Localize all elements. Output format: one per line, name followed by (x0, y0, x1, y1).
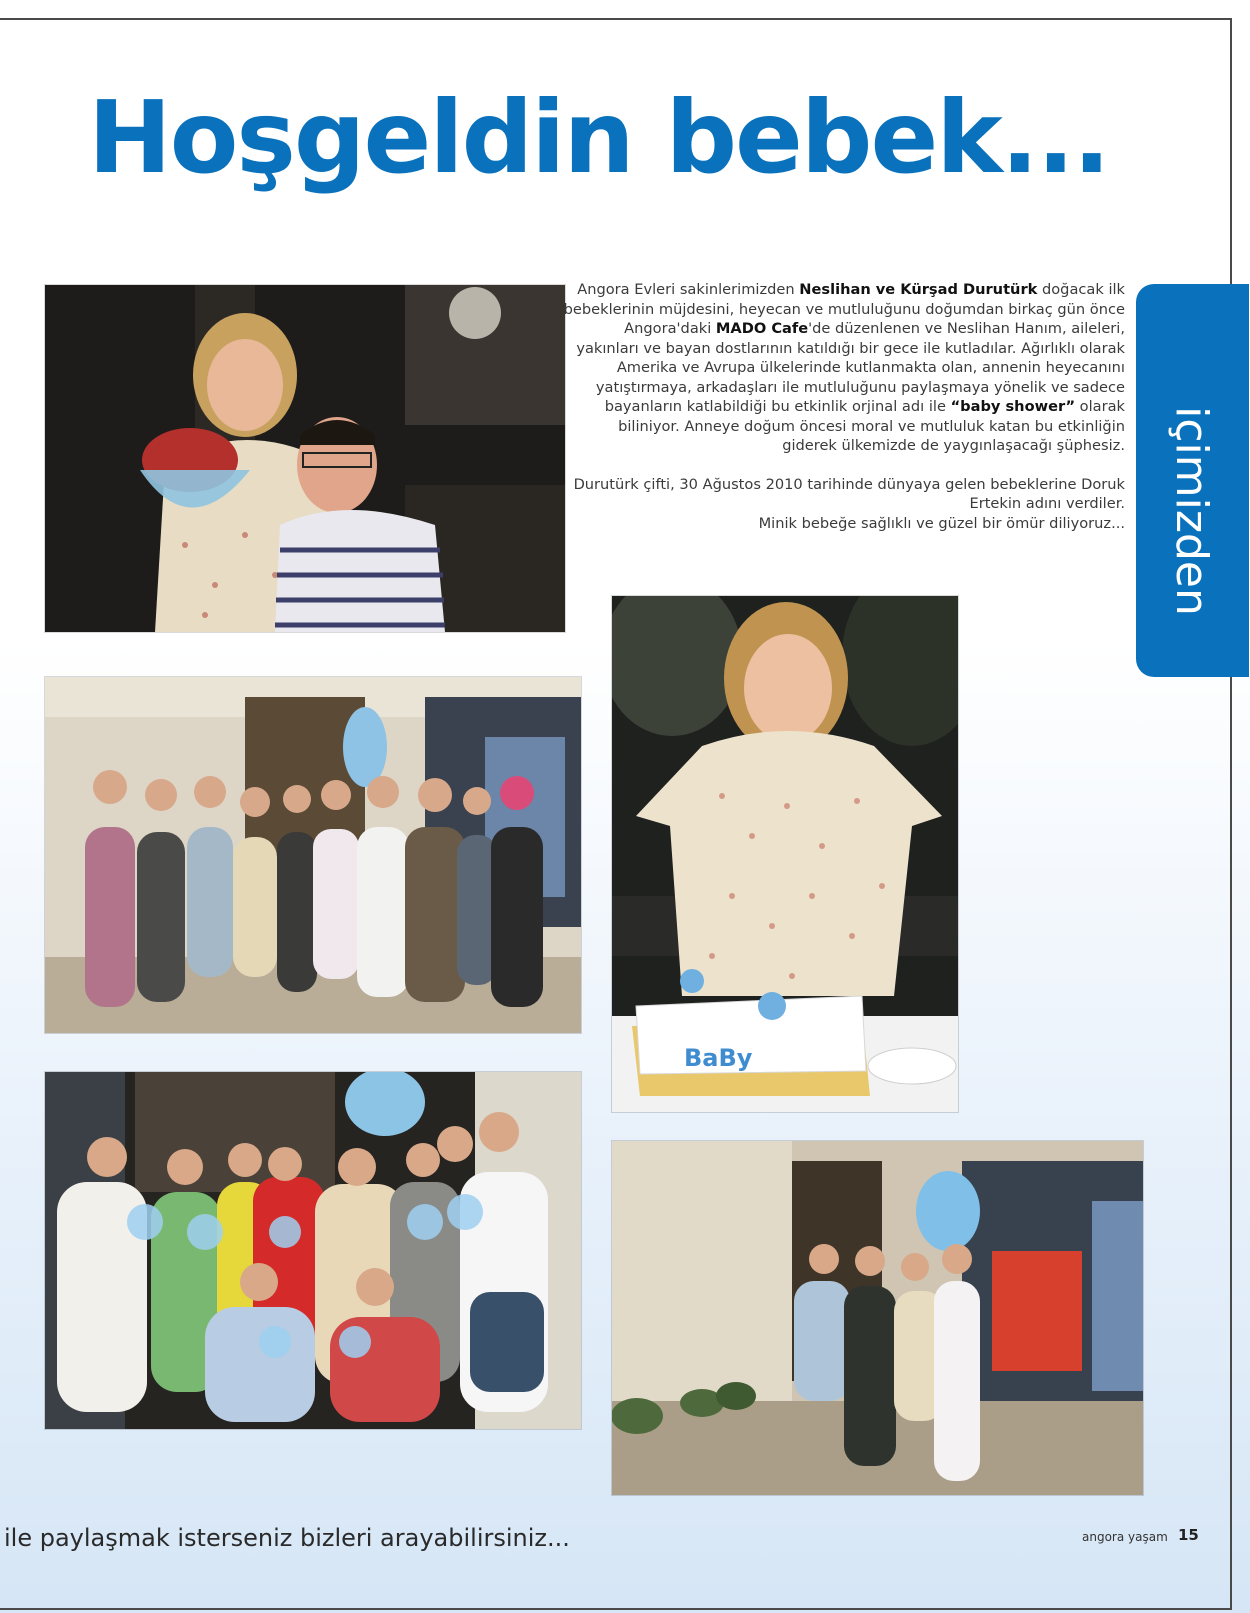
mother-cake-photo (612, 596, 958, 1112)
venue-bold: MADO Cafe (715, 320, 809, 337)
magazine-name: angora yaşam (1082, 1530, 1168, 1544)
article-paragraph-1: Angora Evleri sakinlerimizden Neslihan ve Kürşad Durutürk doğacak ilk bebeklerinin müjdesini, heyecan ve mutluluğunu doğumdan birkaç gün önce Angora'daki MADO Cafe'de düzenlenen ve Neslihan Hanım, aileleri, yakınları ve bayan dostlarının katıldığı bir gece ile kutladılar. Ağırlıklı olarak Amerika ve Avrupa ülkelerinde kutlanmakta olan, annenin heyecanını yatıştırmaya, arkadaşları ile mutluluğunu paylaşmaya yönelik ve sadece bayanların katlabildiği bu etkinlik orjinal adı ile “baby shower” olarak biliniyor. Anneye doğum öncesi moral ve mutluluk katan bu etkinliğin giderek ülkemizde de yaygınlaşacağı şüphesiz. (563, 281, 1125, 454)
names-bold: Neslihan ve Kürşad Durutürk (799, 281, 1038, 298)
group-flowers-photo (45, 1072, 581, 1429)
page-title: Hoşgeldin bebek... (88, 79, 1109, 196)
couple-photo (45, 285, 565, 632)
section-tab-label: içimizden (1166, 406, 1217, 616)
article-text (560, 280, 1125, 533)
group-photo-mado (45, 677, 581, 1033)
cake-text: BaBy (684, 1044, 753, 1072)
article-paragraph-2: Durutürk çifti, 30 Ağustos 2010 tarihinde dünyaya gelen bebeklerine Doruk Ertekin adını verdiler. Minik bebeğe sağlıklı ve güzel bir ömür diliyoruz... (573, 475, 1125, 532)
page-number: 15 (1178, 1526, 1199, 1544)
baby-shower-bold: “baby shower” (950, 398, 1076, 415)
four-women-photo (612, 1141, 1143, 1495)
footer-text: ile paylaşmak isterseniz bizleri arayabilirsiniz... (4, 1524, 570, 1552)
